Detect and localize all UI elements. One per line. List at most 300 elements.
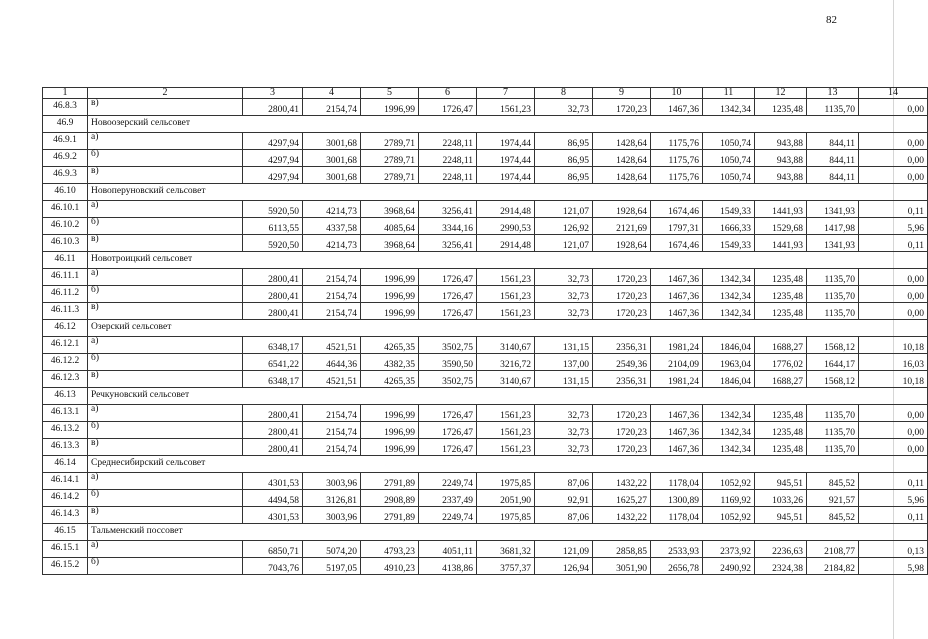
value-cell: 4910,23 (361, 558, 419, 575)
value-cell: 1432,22 (593, 473, 651, 490)
row-code: 46.9.1 (43, 133, 88, 150)
row-code: 46.10.3 (43, 235, 88, 252)
value-cell: 1726,47 (419, 439, 477, 456)
value-cell: 1428,64 (593, 133, 651, 150)
column-header: 8 (535, 88, 593, 99)
row-type: в) (88, 167, 243, 184)
value-cell: 1033,26 (755, 490, 807, 507)
column-header: 6 (419, 88, 477, 99)
table-row (43, 303, 928, 320)
value-cell: 3502,75 (419, 337, 477, 354)
value-cell: 6113,55 (243, 218, 303, 235)
row-code: 46.15 (43, 524, 88, 541)
value-cell: 1928,64 (593, 201, 651, 218)
value-cell: 1050,74 (703, 133, 755, 150)
value-cell: 10,18 (859, 337, 928, 354)
value-cell: 1720,23 (593, 439, 651, 456)
value-cell: 1666,33 (703, 218, 755, 235)
row-code: 46.14.3 (43, 507, 88, 524)
column-header: 5 (361, 88, 419, 99)
row-type: а) (88, 133, 243, 150)
value-cell: 1726,47 (419, 269, 477, 286)
value-cell: 4494,58 (243, 490, 303, 507)
value-cell: 1135,70 (807, 405, 859, 422)
value-cell: 0,13 (859, 541, 928, 558)
row-code: 46.11.3 (43, 303, 88, 320)
value-cell: 0,00 (859, 167, 928, 184)
value-cell: 4301,53 (243, 473, 303, 490)
value-cell: 1726,47 (419, 286, 477, 303)
value-cell: 943,88 (755, 150, 807, 167)
value-cell: 2990,53 (477, 218, 535, 235)
value-cell: 0,11 (859, 201, 928, 218)
row-code: 46.10.1 (43, 201, 88, 218)
value-cell: 4521,51 (303, 337, 361, 354)
value-cell: 1342,34 (703, 99, 755, 116)
value-cell: 3126,81 (303, 490, 361, 507)
value-cell: 1342,34 (703, 303, 755, 320)
row-code: 46.14.2 (43, 490, 88, 507)
table-row (43, 286, 928, 303)
row-code: 46.10.2 (43, 218, 88, 235)
value-cell: 1549,33 (703, 235, 755, 252)
value-cell: 4214,73 (303, 235, 361, 252)
table-body (43, 88, 928, 575)
value-cell: 121,07 (535, 201, 593, 218)
value-cell: 1720,23 (593, 269, 651, 286)
value-cell: 2800,41 (243, 99, 303, 116)
group-row (43, 456, 928, 473)
value-cell: 5920,50 (243, 235, 303, 252)
value-cell: 0,11 (859, 473, 928, 490)
value-cell: 3003,96 (303, 473, 361, 490)
value-cell: 2533,93 (651, 541, 703, 558)
value-cell: 1644,17 (807, 354, 859, 371)
value-cell: 1561,23 (477, 286, 535, 303)
value-cell: 1432,22 (593, 507, 651, 524)
value-cell: 1776,02 (755, 354, 807, 371)
table-row (43, 439, 928, 456)
value-cell: 845,52 (807, 507, 859, 524)
value-cell: 2789,71 (361, 150, 419, 167)
value-cell: 2121,69 (593, 218, 651, 235)
table-row (43, 201, 928, 218)
value-cell: 1235,48 (755, 303, 807, 320)
row-type: а) (88, 405, 243, 422)
value-cell: 1052,92 (703, 507, 755, 524)
value-cell: 1342,34 (703, 439, 755, 456)
column-header: 4 (303, 88, 361, 99)
value-cell: 1467,36 (651, 405, 703, 422)
value-cell: 1963,04 (703, 354, 755, 371)
value-cell: 6541,22 (243, 354, 303, 371)
value-cell: 1996,99 (361, 439, 419, 456)
value-cell: 1981,24 (651, 371, 703, 388)
value-cell: 2236,63 (755, 541, 807, 558)
row-code: 46.12 (43, 320, 88, 337)
value-cell: 1467,36 (651, 286, 703, 303)
value-cell: 1342,34 (703, 405, 755, 422)
value-cell: 2051,90 (477, 490, 535, 507)
value-cell: 0,00 (859, 405, 928, 422)
value-cell: 2373,92 (703, 541, 755, 558)
value-cell: 4297,94 (243, 133, 303, 150)
value-cell: 2908,89 (361, 490, 419, 507)
value-cell: 32,73 (535, 303, 593, 320)
value-cell: 5,98 (859, 558, 928, 575)
group-row (43, 116, 928, 133)
row-code: 46.11.1 (43, 269, 88, 286)
value-cell: 2154,74 (303, 422, 361, 439)
value-cell: 2248,11 (419, 167, 477, 184)
value-cell: 2791,89 (361, 473, 419, 490)
table-row (43, 354, 928, 371)
value-cell: 2356,31 (593, 337, 651, 354)
group-row (43, 184, 928, 201)
row-type: в) (88, 303, 243, 320)
value-cell: 2800,41 (243, 405, 303, 422)
value-cell: 2791,89 (361, 507, 419, 524)
value-cell: 1342,34 (703, 286, 755, 303)
value-cell: 3256,41 (419, 235, 477, 252)
value-cell: 1549,33 (703, 201, 755, 218)
value-cell: 1235,48 (755, 286, 807, 303)
value-cell: 86,95 (535, 150, 593, 167)
value-cell: 2108,77 (807, 541, 859, 558)
value-cell: 4051,11 (419, 541, 477, 558)
value-cell: 87,06 (535, 473, 593, 490)
value-cell: 1797,31 (651, 218, 703, 235)
value-cell: 1341,93 (807, 201, 859, 218)
value-cell: 4337,58 (303, 218, 361, 235)
value-cell: 3757,37 (477, 558, 535, 575)
value-cell: 2184,82 (807, 558, 859, 575)
value-cell: 1342,34 (703, 422, 755, 439)
value-cell: 1720,23 (593, 286, 651, 303)
value-cell: 4793,23 (361, 541, 419, 558)
column-header: 9 (593, 88, 651, 99)
value-cell: 3001,68 (303, 167, 361, 184)
value-cell: 126,94 (535, 558, 593, 575)
value-cell: 1688,27 (755, 337, 807, 354)
row-code: 46.14.1 (43, 473, 88, 490)
value-cell: 5920,50 (243, 201, 303, 218)
row-code: 46.12.1 (43, 337, 88, 354)
row-type: б) (88, 218, 243, 235)
value-cell: 3968,64 (361, 235, 419, 252)
value-cell: 1846,04 (703, 337, 755, 354)
value-cell: 7043,76 (243, 558, 303, 575)
value-cell: 921,57 (807, 490, 859, 507)
value-cell: 1428,64 (593, 150, 651, 167)
row-code: 46.9 (43, 116, 88, 133)
value-cell: 4301,53 (243, 507, 303, 524)
column-header: 2 (88, 88, 243, 99)
value-cell: 1928,64 (593, 235, 651, 252)
row-type: б) (88, 150, 243, 167)
table-row (43, 167, 928, 184)
value-cell: 1135,70 (807, 303, 859, 320)
value-cell: 3216,72 (477, 354, 535, 371)
value-cell: 3140,67 (477, 371, 535, 388)
value-cell: 131,15 (535, 371, 593, 388)
value-cell: 4085,64 (361, 218, 419, 235)
table-row (43, 269, 928, 286)
value-cell: 1235,48 (755, 405, 807, 422)
value-cell: 3681,32 (477, 541, 535, 558)
row-type: б) (88, 490, 243, 507)
value-cell: 1561,23 (477, 99, 535, 116)
value-cell: 1417,98 (807, 218, 859, 235)
value-cell: 1726,47 (419, 303, 477, 320)
value-cell: 1135,70 (807, 439, 859, 456)
value-cell: 86,95 (535, 133, 593, 150)
value-cell: 1561,23 (477, 303, 535, 320)
table-row (43, 541, 928, 558)
value-cell: 1568,12 (807, 371, 859, 388)
value-cell: 4138,86 (419, 558, 477, 575)
value-cell: 2154,74 (303, 99, 361, 116)
value-cell: 2249,74 (419, 473, 477, 490)
value-cell: 1235,48 (755, 269, 807, 286)
value-cell: 0,00 (859, 150, 928, 167)
value-cell: 2914,48 (477, 201, 535, 218)
table-row (43, 235, 928, 252)
value-cell: 1467,36 (651, 269, 703, 286)
value-cell: 1050,74 (703, 167, 755, 184)
value-cell: 32,73 (535, 405, 593, 422)
value-cell: 4214,73 (303, 201, 361, 218)
group-name: Тальменский поссовет (88, 524, 928, 541)
value-cell: 1467,36 (651, 439, 703, 456)
value-cell: 2858,85 (593, 541, 651, 558)
table-row (43, 371, 928, 388)
value-cell: 2248,11 (419, 150, 477, 167)
value-cell: 0,00 (859, 133, 928, 150)
column-header: 7 (477, 88, 535, 99)
row-type: в) (88, 371, 243, 388)
value-cell: 1996,99 (361, 405, 419, 422)
value-cell: 6348,17 (243, 371, 303, 388)
row-code: 46.11 (43, 252, 88, 269)
value-cell: 1996,99 (361, 269, 419, 286)
table-row (43, 218, 928, 235)
value-cell: 1561,23 (477, 269, 535, 286)
value-cell: 1050,74 (703, 150, 755, 167)
row-type: в) (88, 439, 243, 456)
value-cell: 1975,85 (477, 473, 535, 490)
value-cell: 1428,64 (593, 167, 651, 184)
value-cell: 1441,93 (755, 235, 807, 252)
value-cell: 32,73 (535, 286, 593, 303)
group-name: Новоперуновский сельсовет (88, 184, 928, 201)
value-cell: 1561,23 (477, 439, 535, 456)
column-header: 13 (807, 88, 859, 99)
value-cell: 1720,23 (593, 405, 651, 422)
value-cell: 121,07 (535, 235, 593, 252)
value-cell: 4297,94 (243, 167, 303, 184)
value-cell: 943,88 (755, 133, 807, 150)
value-cell: 126,92 (535, 218, 593, 235)
value-cell: 2154,74 (303, 286, 361, 303)
value-cell: 2800,41 (243, 286, 303, 303)
group-row (43, 388, 928, 405)
value-cell: 1467,36 (651, 303, 703, 320)
value-cell: 87,06 (535, 507, 593, 524)
value-cell: 1726,47 (419, 405, 477, 422)
value-cell: 0,00 (859, 286, 928, 303)
row-code: 46.9.2 (43, 150, 88, 167)
row-code: 46.13.1 (43, 405, 88, 422)
table-row (43, 507, 928, 524)
value-cell: 2800,41 (243, 422, 303, 439)
value-cell: 3140,67 (477, 337, 535, 354)
value-cell: 1175,76 (651, 150, 703, 167)
group-row (43, 524, 928, 541)
value-cell: 10,18 (859, 371, 928, 388)
value-cell: 1974,44 (477, 167, 535, 184)
value-cell: 1341,93 (807, 235, 859, 252)
row-code: 46.8.3 (43, 99, 88, 116)
value-cell: 4297,94 (243, 150, 303, 167)
table-row (43, 490, 928, 507)
value-cell: 1169,92 (703, 490, 755, 507)
value-cell: 1235,48 (755, 422, 807, 439)
value-cell: 4521,51 (303, 371, 361, 388)
value-cell: 1135,70 (807, 286, 859, 303)
value-cell: 2154,74 (303, 439, 361, 456)
page-number: 82 (826, 14, 837, 26)
value-cell: 32,73 (535, 439, 593, 456)
value-cell: 1846,04 (703, 371, 755, 388)
row-code: 46.9.3 (43, 167, 88, 184)
value-cell: 945,51 (755, 473, 807, 490)
value-cell: 844,11 (807, 150, 859, 167)
value-cell: 2789,71 (361, 167, 419, 184)
value-cell: 137,00 (535, 354, 593, 371)
row-code: 46.15.1 (43, 541, 88, 558)
value-cell: 5,96 (859, 490, 928, 507)
value-cell: 844,11 (807, 133, 859, 150)
value-cell: 1467,36 (651, 99, 703, 116)
value-cell: 2656,78 (651, 558, 703, 575)
column-header: 3 (243, 88, 303, 99)
row-code: 46.12.2 (43, 354, 88, 371)
row-type: в) (88, 507, 243, 524)
table-row (43, 422, 928, 439)
value-cell: 2324,38 (755, 558, 807, 575)
group-name: Озерский сельсовет (88, 320, 928, 337)
column-header: 14 (859, 88, 928, 99)
value-cell: 1135,70 (807, 99, 859, 116)
value-cell: 92,91 (535, 490, 593, 507)
value-cell: 1235,48 (755, 439, 807, 456)
value-cell: 2914,48 (477, 235, 535, 252)
value-cell: 6348,17 (243, 337, 303, 354)
row-type: б) (88, 422, 243, 439)
tariff-table (42, 87, 928, 575)
value-cell: 1674,46 (651, 201, 703, 218)
value-cell: 1568,12 (807, 337, 859, 354)
value-cell: 1135,70 (807, 269, 859, 286)
value-cell: 1467,36 (651, 422, 703, 439)
value-cell: 1720,23 (593, 303, 651, 320)
value-cell: 1996,99 (361, 99, 419, 116)
group-name: Новотроицкий сельсовет (88, 252, 928, 269)
column-header: 10 (651, 88, 703, 99)
value-cell: 3003,96 (303, 507, 361, 524)
row-code: 46.13.2 (43, 422, 88, 439)
table-row (43, 133, 928, 150)
table-row (43, 337, 928, 354)
row-code: 46.11.2 (43, 286, 88, 303)
value-cell: 2800,41 (243, 439, 303, 456)
value-cell: 3256,41 (419, 201, 477, 218)
value-cell: 0,11 (859, 507, 928, 524)
value-cell: 4265,35 (361, 371, 419, 388)
value-cell: 1981,24 (651, 337, 703, 354)
value-cell: 2800,41 (243, 269, 303, 286)
group-name: Среднесибирский сельсовет (88, 456, 928, 473)
row-type: а) (88, 337, 243, 354)
column-header: 12 (755, 88, 807, 99)
row-code: 46.12.3 (43, 371, 88, 388)
value-cell: 943,88 (755, 167, 807, 184)
value-cell: 1726,47 (419, 422, 477, 439)
value-cell: 2789,71 (361, 133, 419, 150)
row-code: 46.13 (43, 388, 88, 405)
table-row (43, 473, 928, 490)
value-cell: 3502,75 (419, 371, 477, 388)
value-cell: 0,00 (859, 439, 928, 456)
value-cell: 1529,68 (755, 218, 807, 235)
row-type: б) (88, 354, 243, 371)
value-cell: 4382,35 (361, 354, 419, 371)
value-cell: 1996,99 (361, 422, 419, 439)
value-cell: 1688,27 (755, 371, 807, 388)
header-row (43, 88, 928, 99)
value-cell: 2490,92 (703, 558, 755, 575)
value-cell: 2154,74 (303, 269, 361, 286)
value-cell: 4644,36 (303, 354, 361, 371)
value-cell: 32,73 (535, 269, 593, 286)
row-code: 46.10 (43, 184, 88, 201)
row-type: в) (88, 235, 243, 252)
value-cell: 2337,49 (419, 490, 477, 507)
value-cell: 1720,23 (593, 99, 651, 116)
value-cell: 0,00 (859, 422, 928, 439)
value-cell: 1300,89 (651, 490, 703, 507)
value-cell: 0,00 (859, 269, 928, 286)
value-cell: 5074,20 (303, 541, 361, 558)
value-cell: 1996,99 (361, 286, 419, 303)
value-cell: 2249,74 (419, 507, 477, 524)
value-cell: 2104,09 (651, 354, 703, 371)
table-row (43, 150, 928, 167)
column-header: 1 (43, 88, 88, 99)
value-cell: 3001,68 (303, 150, 361, 167)
value-cell: 131,15 (535, 337, 593, 354)
row-type: в) (88, 99, 243, 116)
table-row (43, 99, 928, 116)
value-cell: 86,95 (535, 167, 593, 184)
group-row (43, 320, 928, 337)
value-cell: 3590,50 (419, 354, 477, 371)
value-cell: 6850,71 (243, 541, 303, 558)
value-cell: 0,00 (859, 303, 928, 320)
value-cell: 845,52 (807, 473, 859, 490)
value-cell: 1175,76 (651, 133, 703, 150)
